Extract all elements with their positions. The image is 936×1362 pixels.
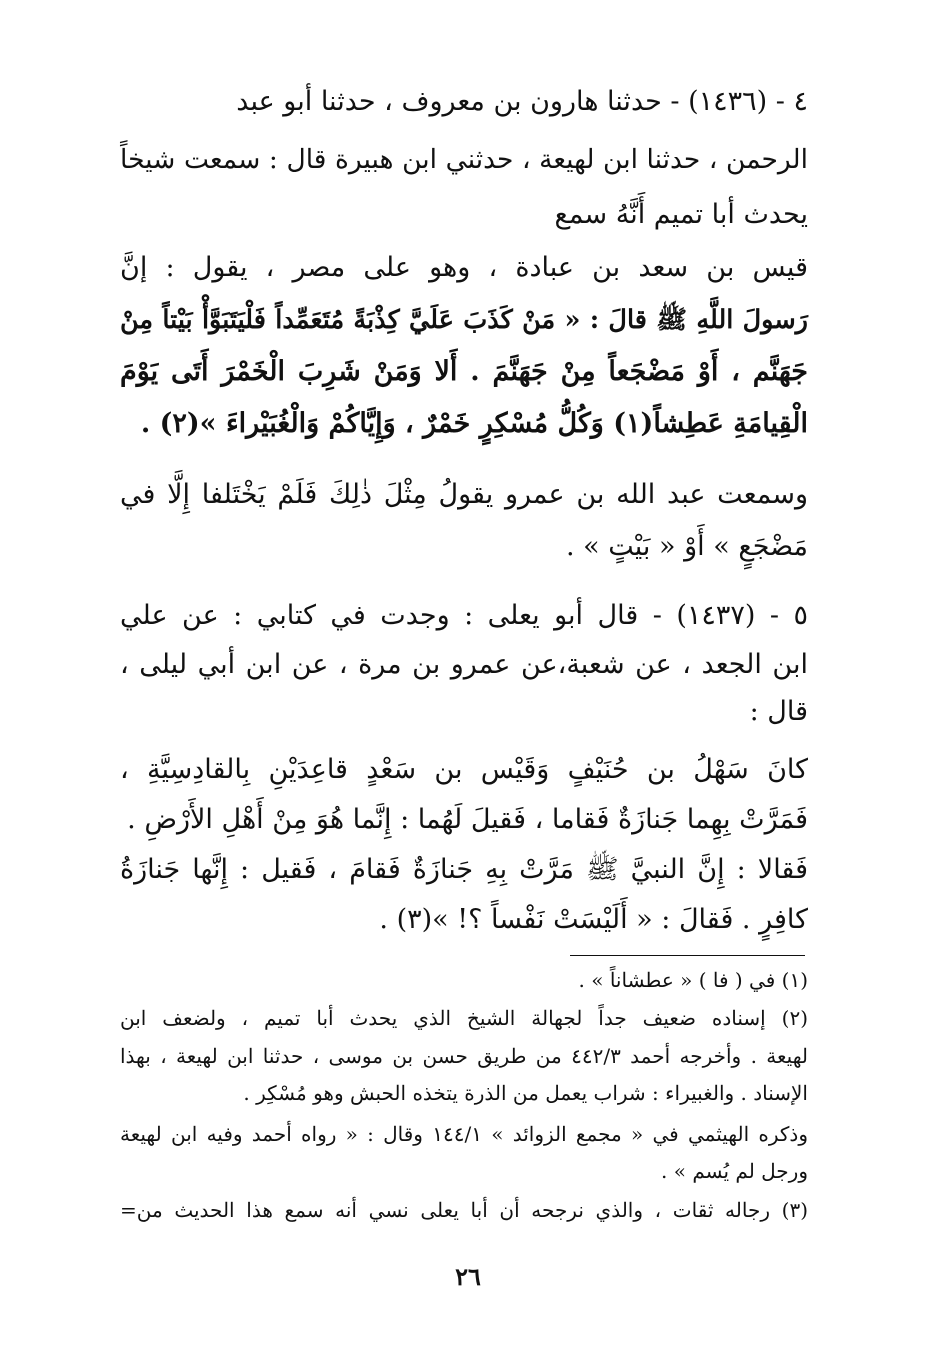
body-line: فَقالا : إِنَّ النبيَّ ﷺ مَرَّتْ بِهِ جَنازَةٌ فَقامَ ، فَقيل : إِنَّها جَنازَةُ — [120, 854, 808, 885]
footnote-line: لهيعة . وأخرجه أحمد ٤٤٢/٣ من طريق حسن بن موسى ، حدثنا ابن لهيعة ، بهذا — [120, 1044, 809, 1068]
body-line: فَمَرَّتْ بِهِما جَنازَةٌ فَقاما ، فَقيلَ لَهُما : إِنَّما هُوَ مِنْ أَهْلِ الأَرْضِ . — [127, 804, 808, 835]
body-line: ٤ - (١٤٣٦) - حدثنا هارون بن معروف ، حدثنا أبو عبد — [236, 86, 808, 117]
footnote-line: الإسناد . والغبيراء : شراب يعمل من الذرة يتخذه الحبش وهو مُسْكِر . — [243, 1081, 808, 1105]
body-line: يحدث أبا تميم أَنَّهُ سمع — [554, 199, 808, 230]
body-line: قال : — [749, 696, 808, 727]
body-line: رَسولَ اللَّهِ ﷺ قالَ : « مَنْ كَذَبَ عَلَيَّ كِذْبَةً مُتَعَمِّداً فَلْيَتَبَوَّأْ بَيْتاً مِنْ — [120, 305, 808, 335]
footnote-line: وذكره الهيثمي في « مجمع الزوائد » ١٤٤/١ وقال : « رواه أحمد وفيه ابن لهيعة — [120, 1122, 808, 1146]
body-line: كانَ سَهْلُ بن حُنَيْفٍ وَقَيْس بن سَعْدٍ قاعِدَيْنِ بِالقادِسِيَّةِ ، — [120, 754, 808, 785]
footnote-line: (٣) رجاله ثقات ، والذي نرجحه أن أبا يعلى نسي أنه سمع هذا الحديث من= — [120, 1198, 808, 1222]
footnote-line: ورجل لم يُسم » . — [661, 1159, 808, 1183]
body-line: جَهَنَّم ، أَوْ مَضْجَعاً مِنْ جَهَنَّمَ . أَلا وَمَنْ شَرِبَ الْخَمْرَ أَتَى يَوْمَ — [120, 356, 808, 387]
body-line: وسمعت عبد الله بن عمرو يقولُ مِثْلَ ذٰلِكَ فَلَمْ يَخْتَلفا إِلَّا في — [120, 479, 808, 510]
footnote-line: (١) في ( فا ) « عطشاناً » . — [578, 968, 808, 992]
footnote-separator — [570, 955, 805, 956]
body-line: كافِرٍ . فَقالَ : « أَلَيْسَتْ نَفْساً ؟! »(٣) . — [379, 904, 808, 935]
body-line: ابن الجعد ، عن شعبة،عن عمرو بن مرة ، عن ابن أبي ليلى ، — [120, 649, 808, 680]
body-line: الْقِيامَةِ عَطِشاً(١) وَكُلُّ مُسْكِرٍ خَمْرٌ ، وَإِيَّاكُمْ وَالْغُبَيْراءَ »(٢) . — [140, 408, 808, 439]
body-line: مَضْجَعٍ » أَوْ « بَيْتٍ » . — [565, 531, 808, 562]
footnote-line: (٢) إسناده ضعيف جداً لجهالة الشيخ الذي يحدث أبا تميم ، ولضعف ابن — [120, 1006, 808, 1030]
page-number: ٢٦ — [455, 1262, 481, 1291]
body-line: قيس بن سعد بن عبادة ، وهو على مصر ، يقول : إنَّ — [120, 252, 808, 283]
body-line: الرحمن ، حدثنا ابن لهيعة ، حدثني ابن هبيرة قال : سمعت شيخاً — [120, 144, 808, 175]
body-line: ٥ - (١٤٣٧) - قال أبو يعلى : وجدت في كتابي : عن علي — [120, 600, 808, 631]
